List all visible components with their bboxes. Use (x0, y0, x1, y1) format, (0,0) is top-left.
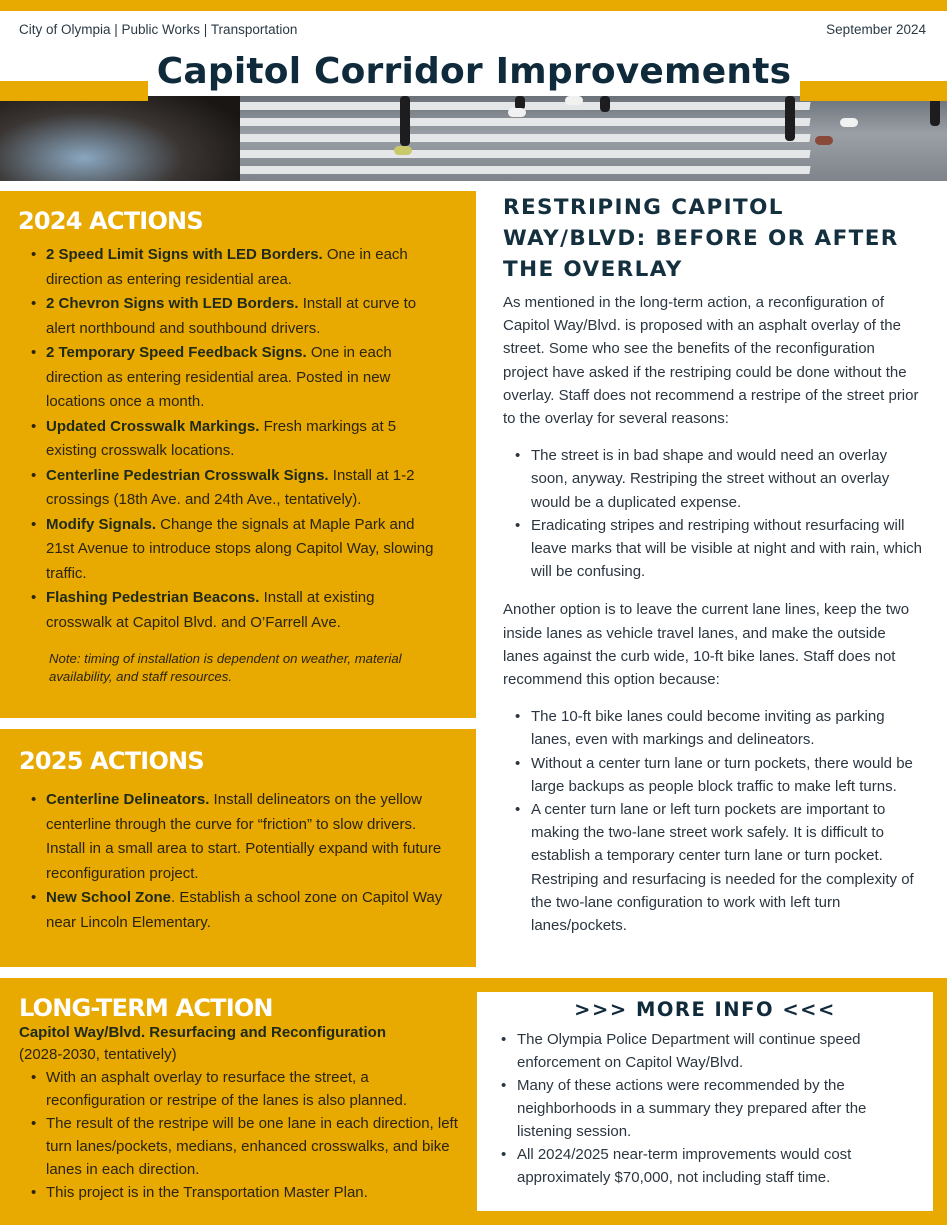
list-item: • Many of these actions were recommended by the neighborhoods in a summary they prepared after the listening session. (501, 1074, 917, 1143)
option-reasons-list (513, 705, 923, 937)
list-item: • All 2024/2025 near-term improvements would cost approximately $70,000, not including staff time. (501, 1143, 917, 1189)
restriping-reasons-list (513, 444, 923, 583)
list-item (29, 341, 439, 415)
item-title: New School Zone (46, 889, 172, 906)
actions-2024-list (29, 243, 439, 635)
item-text: Change the signals at Maple Park and 21st Avenue to introduce stops along Capitol Way, slowing traffic. (46, 515, 434, 582)
actions-2025-panel (0, 729, 476, 967)
installation-note: Note: timing of installation is dependent on weather, material availability, and staff resources. (49, 651, 402, 684)
item-title: 2 Speed Limit Signs with LED Borders. (46, 246, 323, 263)
list-item: • The result of the restripe will be one lane in each direction, left turn lanes/pockets, medians, enhanced crosswalks, and bike lanes in each direction. (29, 1112, 459, 1181)
item-title: Centerline Pedestrian Crosswalk Signs. (46, 466, 329, 484)
item-title: 2 Chevron Signs with LED Borders. (46, 295, 299, 312)
list-item: • With an asphalt overlay to resurface the street, a reconfiguration or restripe of the lanes is also planned. (29, 1066, 459, 1112)
list-item (29, 243, 439, 292)
item-text: Install at curve to alert northbound and southbound drivers. (46, 295, 417, 337)
restriping-option: Another option is to leave the current lane lines, keep the two inside lanes as vehicle travel lanes, and make the outside lanes against the curb wide, 10-ft bike lanes. Staff does not recommend this option because: (503, 601, 910, 689)
title-container (148, 46, 800, 96)
long-term-timeframe: (2028-2030, tentatively) (19, 1046, 177, 1063)
item-text: One in each direction as entering residential area. Posted in new locations once a month. (46, 344, 392, 410)
more-info-list (501, 1028, 917, 1189)
item-title: Centerline Delineators. (46, 791, 210, 808)
item-text: Fresh markings at 5 existing crosswalk locations. (46, 417, 397, 459)
list-item (29, 513, 439, 587)
list-item: • The 10-ft bike lanes could become inviting as parking lanes, even with markings and delineators. (513, 705, 923, 751)
list-item: • The street is in bad shape and would need an overlay soon, anyway. Restriping the street without an overlay would be a duplicated expense. (513, 444, 923, 514)
item-title: 2 Temporary Speed Feedback Signs. (46, 344, 307, 361)
actions-2024-heading: 2024 ACTIONS (18, 207, 203, 235)
page-title: Capitol Corridor Improvements (156, 50, 792, 92)
list-item (29, 415, 439, 464)
item-title: Updated Crosswalk Markings. (46, 417, 260, 435)
long-term-heading: LONG-TERM ACTION (19, 994, 273, 1022)
actions-2025-list (29, 788, 449, 935)
list-item (29, 292, 439, 341)
restriping-heading: RESTRIPING CAPITOL WAY/BLVD: BEFORE OR AFTER THE OVERLAY (503, 195, 899, 282)
item-text: Install delineators on the yellow centerline through the curve for “friction” to slow drivers. Install in a small area to start. Potentially expand with future reconfiguration project. (46, 791, 442, 882)
item-text: Install at existing crosswalk at Capitol Blvd. and O’Farrell Ave. (46, 589, 375, 631)
list-item (29, 788, 449, 886)
item-title: Modify Signals. (46, 515, 157, 533)
list-item: • Without a center turn lane or turn pockets, there would be large backups as people block traffic to make left turns. (513, 752, 923, 798)
more-info-panel (477, 992, 933, 1211)
list-item: • This project is in the Transportation Master Plan. (29, 1181, 459, 1204)
item-text: . Establish a school zone on Capitol Way near Lincoln Elementary. (46, 889, 443, 931)
header-accent-right (800, 81, 947, 101)
list-item (29, 464, 439, 513)
list-item (29, 886, 449, 935)
item-title: Flashing Pedestrian Beacons. (46, 589, 260, 606)
header-accent-left (0, 81, 148, 101)
banner-photo (0, 96, 947, 181)
item-text: Install at 1-2 crossings (18th Ave. and 24th Ave., tentatively). (46, 466, 415, 508)
actions-2025-heading: 2025 ACTIONS (19, 747, 204, 775)
organization-label: City of Olympia | Public Works | Transportation (19, 22, 298, 37)
publication-date: September 2024 (826, 22, 926, 37)
item-text: One in each direction as entering residential area. (46, 246, 408, 288)
long-term-subtitle: Capitol Way/Blvd. Resurfacing and Reconfiguration (19, 1024, 386, 1041)
more-info-heading: >>> MORE INFO <<< (574, 998, 836, 1021)
list-item (29, 586, 439, 635)
actions-2024-panel (0, 191, 476, 718)
list-item: • A center turn lane or left turn pockets are important to making the two-lane street work safely. It is difficult to establish a temporary center turn lane or turn pocket. Restriping and resurfacing is needed for the complexity of the two-lane configuration to work with left turn lanes/pockets. (513, 798, 923, 937)
restriping-section (503, 192, 923, 937)
list-item: • Eradicating stripes and restriping without resurfacing will leave marks that will be visible at night and with rain, which will be confusing. (513, 514, 923, 584)
restriping-intro: As mentioned in the long-term action, a reconfiguration of Capitol Way/Blvd. is proposed with an asphalt overlay of the street. Some who see the benefits of the reconfiguration project have asked if the restriping could be done without the overlay. Staff does not recommend a restripe of the street prior to the overlay for several reasons: (503, 294, 919, 428)
list-item: • The Olympia Police Department will continue speed enforcement on Capitol Way/Blvd. (501, 1028, 917, 1074)
long-term-list (29, 1066, 459, 1204)
top-accent-bar (0, 0, 947, 11)
